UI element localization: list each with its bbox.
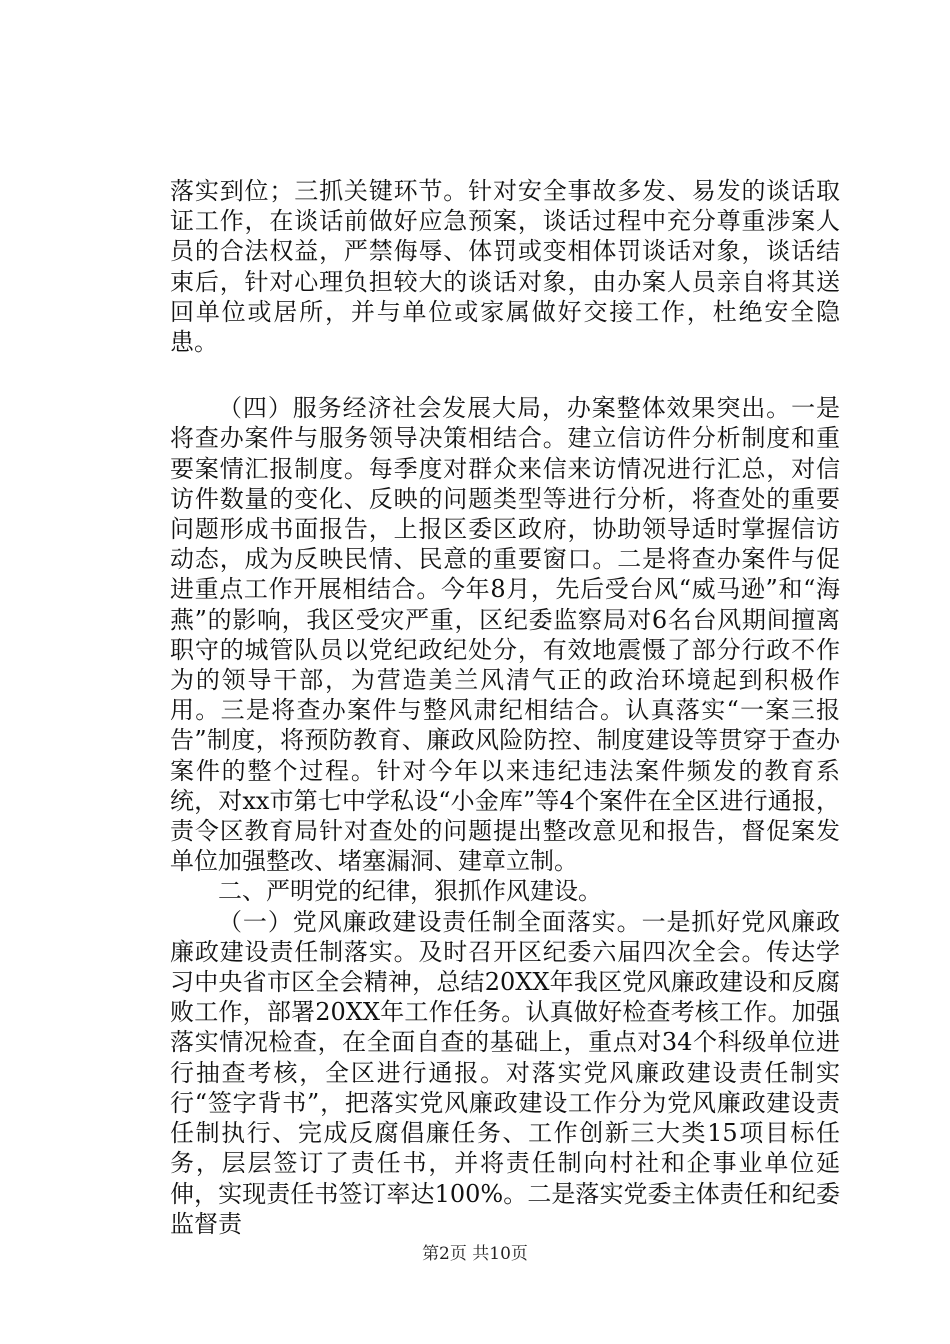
section-heading-two: 二、严明党的纪律，狠抓作风建设。 xyxy=(218,877,602,906)
document-body xyxy=(170,176,840,1239)
paragraph-section-one: （一）党风廉政建设责任制全面落实。一是抓好党风廉政廉政建设责任制落实。及时召开区纪委六届四次全会。传达学习中央省市区全会精神，总结20XX年我区党风廉政建设和反腐败工作，部署20XX年工作任务。认真做好检查考核工作。加强落实情况检查，在全面自查的基础上，重点对34个科级单位进行抽查考核，全区进行通报。对落实党风廉政建设责任制实行“签字背书”，把落实党风廉政建设工作分为党风廉政建设责任制执行、完成反腐倡廉任务、工作创新三大类15项目标任务，层层签订了责任书，并将责任制向村社和企事业单位延伸，实现责任书签订率达100%。二是落实党委主体责任和纪委监督责 xyxy=(170,907,840,1238)
paragraph-section-four: （四）服务经济社会发展大局，办案整体效果突出。一是将查办案件与服务领导决策相结合。建立信访件分析制度和重要案情汇报制度。每季度对群众来信来访情况进行汇总，对信访件数量的变化、反映的问题类型等进行分析，将查处的重要问题形成书面报告，上报区委区政府，协助领导适时掌握信访动态，成为反映民情、民意的重要窗口。二是将查办案件与促进重点工作开展相结合。今年8月，先后受台风“威马逊”和“海燕”的影响，我区受灾严重，区纪委监察局对6名台风期间擅离职守的城管队员以党纪政纪处分，有效地震慑了部分行政不作为的领导干部，为营造美兰风清气正的政治环境起到积极作用。三是将查办案件与整风肃纪相结合。认真落实“一案三报告”制度，将预防教育、廉政风险防控、制度建设等贯穿于查办案件的整个过程。针对今年以来违纪违法案件频发的教育系统，对xx市第七中学私设“小金库”等4个案件在全区进行通报，责令区教育局针对查处的问题提出整改意见和报告，督促案发单位加强整改、堵塞漏洞、建章立制。 xyxy=(170,394,840,876)
paragraph-continuation: 落实到位；三抓关键环节。针对安全事故多发、易发的谈话取证工作，在谈话前做好应急预案，谈话过程中充分尊重涉案人员的合法权益，严禁侮辱、体罚或变相体罚谈话对象，谈话结束后，针对心理负担较大的谈话对象，由办案人员亲自将其送回单位或居所，并与单位或家属做好交接工作，杜绝安全隐患。 xyxy=(170,177,840,357)
paragraph-gap xyxy=(170,357,840,393)
page-number-footer: 第2页 共10页 xyxy=(422,1244,528,1264)
